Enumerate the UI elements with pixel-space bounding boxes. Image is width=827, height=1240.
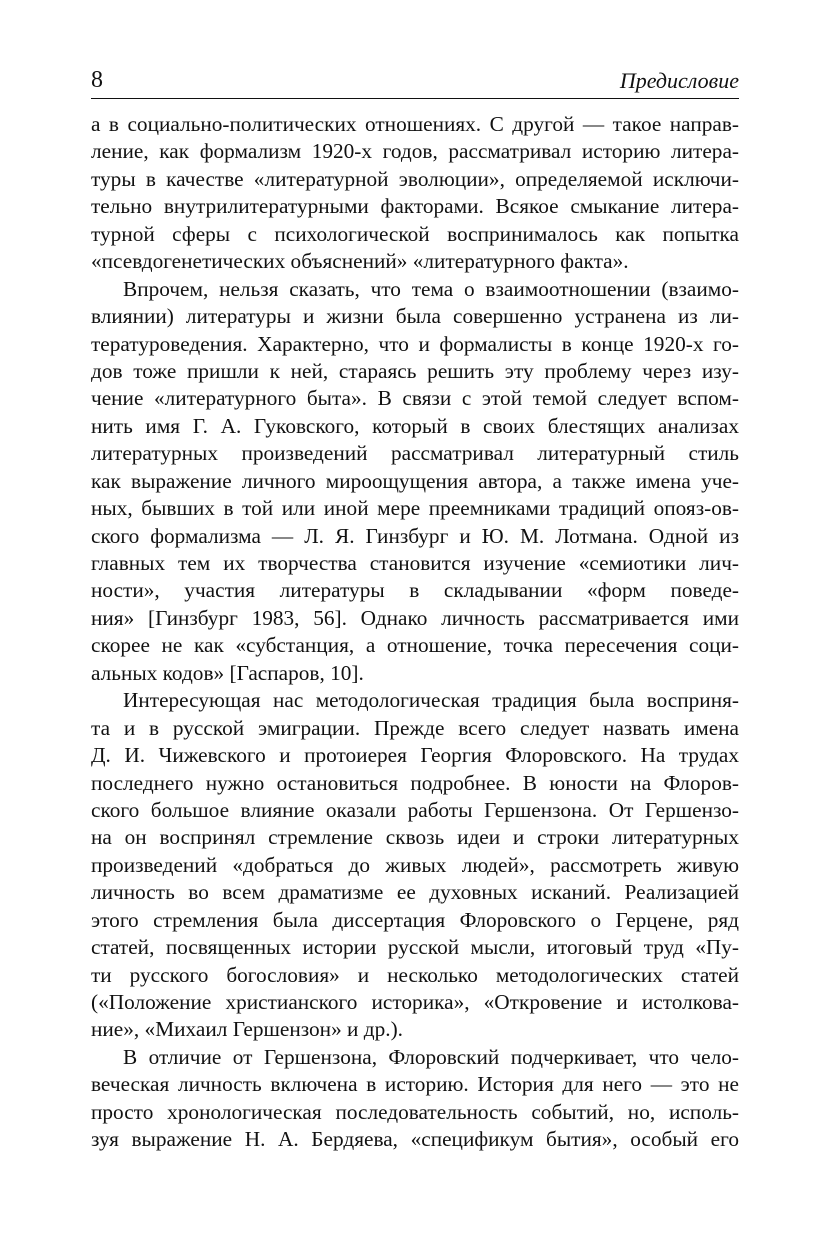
text-line: нить имя Г. А. Гуковского, который в своих блестящих анализах	[91, 413, 739, 438]
text-line: «псевдогенетических объяснений» «литературного факта».	[91, 249, 629, 274]
text-line: влиянии) литературы и жизни была совершенно устранена из ли-	[91, 304, 739, 329]
text-line: ти русского богословия» и несколько методологических статей	[91, 962, 739, 987]
text-line: тературоведения. Характерно, что и формалисты в конце 1920-х го-	[91, 331, 739, 356]
text-line: этого стремления была диссертация Флоровского о Герцене, ряд	[91, 907, 739, 932]
text-line: ского большое влияние оказали работы Гершензона. От Гершензо-	[91, 797, 739, 822]
text-line: Интересующая нас методологическая традиция была восприня-	[123, 688, 739, 713]
text-line: Впрочем, нельзя сказать, что тема о взаимоотношении (взаимо-	[123, 276, 739, 301]
text-line: личность во всем драматизме ее духовных исканий. Реализацией	[91, 880, 739, 905]
text-line: последнего нужно остановиться подробнее. В юности на Флоров-	[91, 770, 739, 795]
text-line: В отличие от Гершензона, Флоровский подчеркивает, что чело-	[123, 1044, 739, 1069]
text-line: ние», «Михаил Гершензон» и др.).	[91, 1017, 403, 1042]
text-line: ление, как формализм 1920-х годов, рассматривал историю литера-	[91, 139, 739, 164]
text-line: как выражение личного мироощущения автора, а также имена уче-	[91, 468, 739, 493]
text-line: чение «литературного быта». В связи с этой темой следует вспом-	[91, 386, 739, 411]
text-line: дов тоже пришли к ней, стараясь решить эту проблему через изу-	[91, 358, 739, 383]
text-line: турной сферы с психологической воспринималось как попытка	[91, 221, 739, 246]
text-line: на он воспринял стремление сквозь идеи и строки литературных	[91, 825, 739, 850]
text-line: Д. И. Чижевского и протоиерея Георгия Флоровского. На трудах	[91, 743, 739, 768]
text-line: та и в русской эмиграции. Прежде всего следует назвать имена	[91, 715, 739, 740]
text-line: тельно внутрилитературными факторами. Всякое смыкание литера-	[91, 194, 739, 219]
text-line: литературных произведений рассматривал литературный стиль	[91, 441, 739, 466]
text-line: ности», участия литературы в складывании «форм поведе-	[91, 578, 739, 603]
text-line: просто хронологическая последовательность событий, но, исполь-	[91, 1099, 739, 1124]
running-header	[91, 64, 739, 99]
paragraph	[91, 276, 739, 688]
text-line: произведений «добраться до живых людей», рассмотреть живую	[91, 852, 739, 877]
text-line: альных кодов» [Гаспаров, 10].	[91, 660, 364, 685]
text-line: ных, бывших в той или иной мере преемниками традиций опояз-ов-	[91, 496, 739, 521]
page-number: 8	[91, 67, 103, 93]
text-line: зуя выражение Н. А. Бердяева, «спецификум бытия», особый его	[91, 1127, 739, 1152]
text-line: ния» [Гинзбург 1983, 56]. Однако личность рассматривается ими	[91, 605, 739, 630]
text-line: а в социально-политических отношениях. С другой — такое направ-	[91, 112, 739, 136]
text-line: статей, посвященных истории русской мысли, итоговый труд «Пу-	[91, 935, 739, 960]
text-line: ского формализма — Л. Я. Гинзбург и Ю. М. Лотмана. Одной из	[91, 523, 739, 548]
section-title: Предисловие	[619, 68, 739, 93]
paragraph	[91, 1044, 739, 1154]
text-line: туры в качестве «литературной эволюции», определяемой исключи-	[91, 166, 739, 191]
text-line: («Положение христианского историка», «Откровение и истолкова-	[91, 990, 739, 1014]
text-line: веческая личность включена в историю. История для него — это не	[91, 1072, 739, 1097]
paragraph	[91, 687, 739, 1044]
text-line: главных тем их творчества становится изучение «семиотики лич-	[91, 551, 739, 575]
text-line: скорее не как «субстанция, а отношение, точка пересечения соци-	[91, 633, 739, 658]
paragraph	[91, 111, 739, 276]
body-text	[91, 111, 739, 1154]
